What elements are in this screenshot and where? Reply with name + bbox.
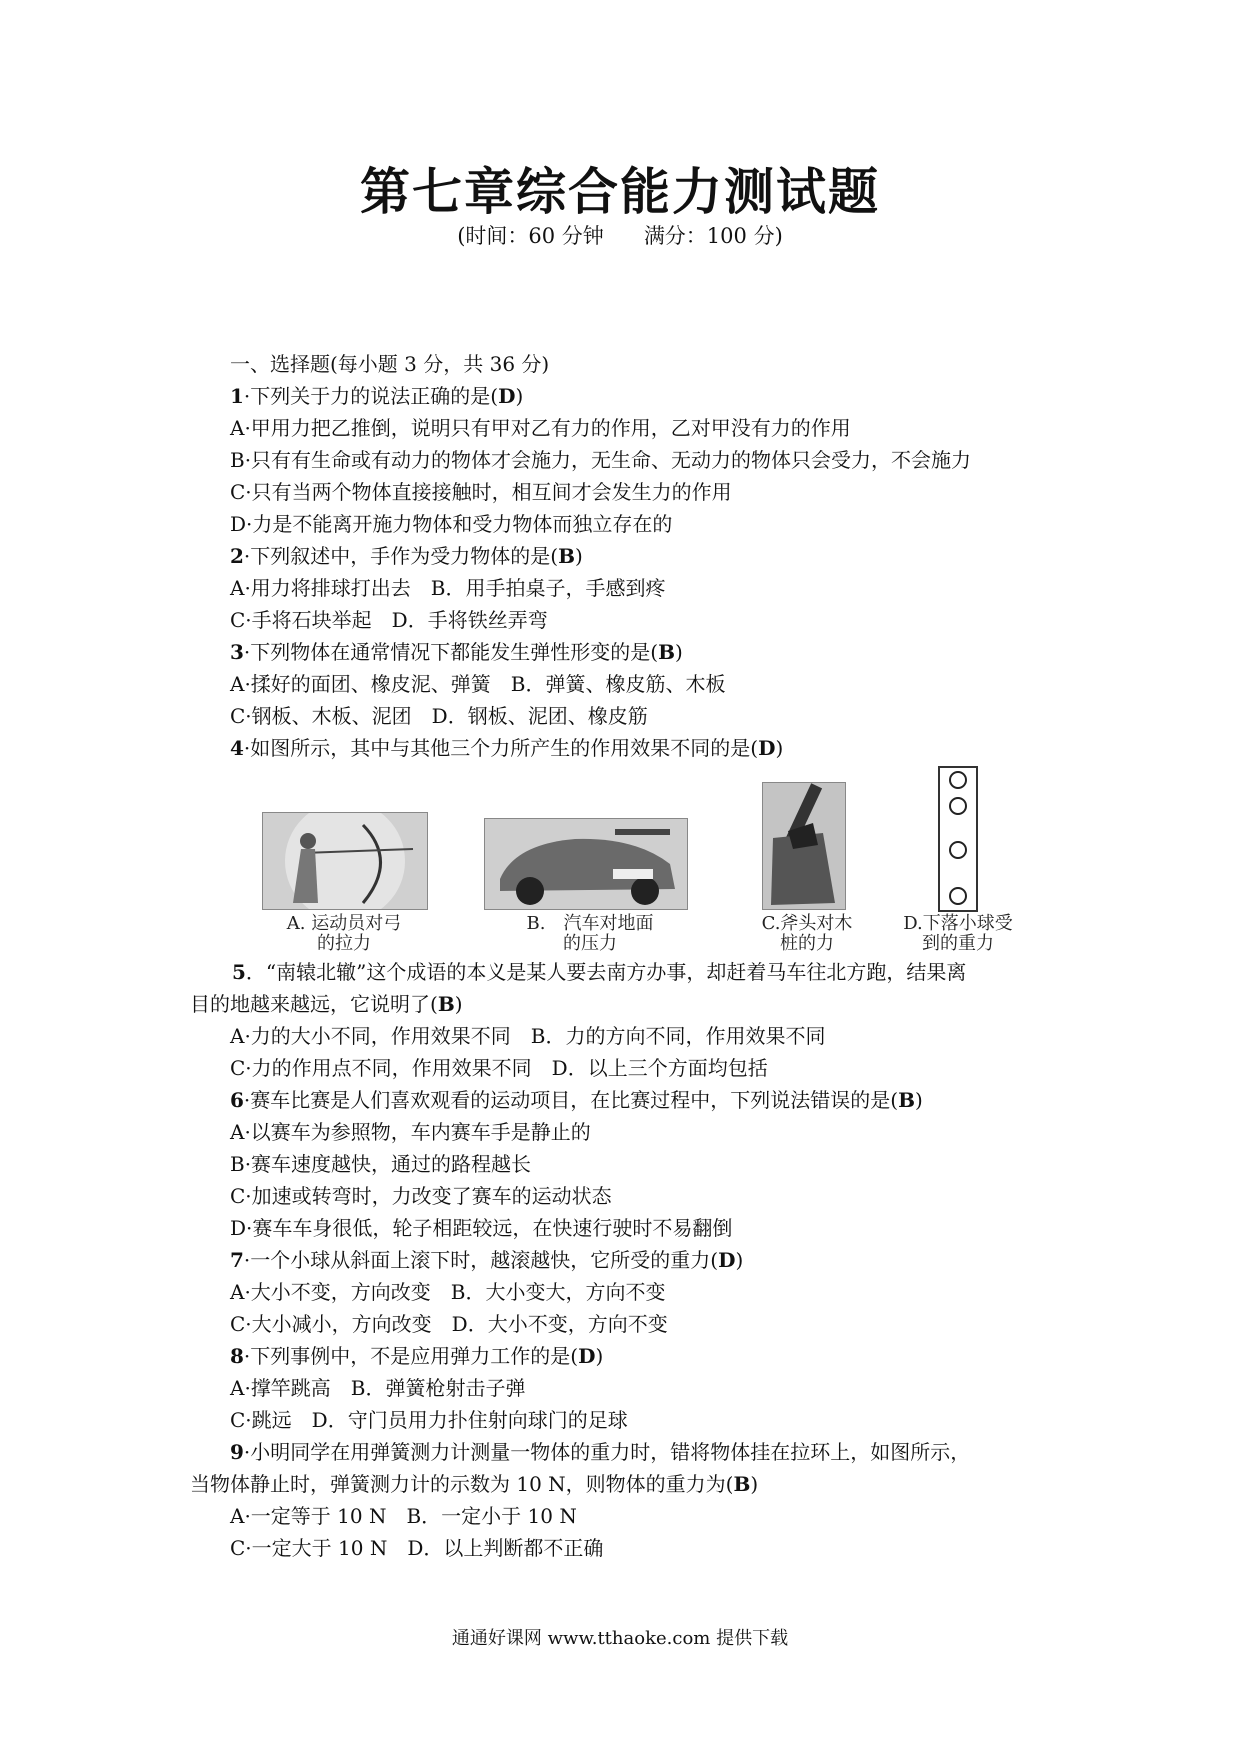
close-paren: ) [735, 1248, 744, 1272]
question-number: 9 [230, 1440, 244, 1464]
question-9-cont [190, 1470, 758, 1498]
caption-line: B. 汽车对地面 [526, 913, 654, 934]
option: C·力的作用点不同，作用效果不同 D．以上三个方面均包括 [230, 1056, 768, 1080]
option: A·揉好的面团、橡皮泥、弹簧 B．弹簧、橡皮筋、木板 [230, 672, 726, 696]
question-text: ·下列叙述中，手作为受力物体的是( [243, 544, 559, 568]
figure-car [484, 818, 688, 910]
option: C·加速或转弯时，力改变了赛车的运动状态 [230, 1184, 612, 1208]
option: C·大小减小，方向改变 D．大小不变，方向不变 [230, 1312, 668, 1336]
caption-line: C.斧头对木 [761, 913, 853, 934]
option: B·只有有生命或有动力的物体才会施力，无生命、无动力的物体只会受力，不会施力 [230, 448, 972, 472]
answer: D [578, 1344, 596, 1368]
car-illustration [485, 819, 687, 909]
answer: D [758, 736, 776, 760]
question-5 [232, 958, 966, 986]
caption-line: D.下落小球受 [903, 913, 1013, 934]
question-text: ·小明同学在用弹簧测力计测量一物体的重力时，错将物体挂在拉环上，如图所示， [243, 1440, 971, 1464]
close-paren: ) [575, 544, 583, 568]
question-text: ·赛车比赛是人们喜欢观看的运动项目，在比赛过程中，下列说法错误的是( [243, 1088, 899, 1112]
option: D·赛车车身很低，轮子相距较远，在快速行驶时不易翻倒 [230, 1216, 733, 1240]
page-title: 第七章综合能力测试题 [360, 162, 880, 221]
question-6 [230, 1086, 923, 1114]
exam-time: (时间：60 分钟 [457, 224, 604, 248]
figure-caption [752, 914, 862, 954]
question-9 [230, 1438, 970, 1466]
option: A·甲用力把乙推倒，说明只有甲对乙有力的作用，乙对甲没有力的作用 [230, 416, 851, 440]
option: A·以赛车为参照物，车内赛车手是静止的 [230, 1120, 591, 1144]
question-number: 1 [230, 384, 244, 408]
option: A·大小不变，方向改变 B．大小变大，方向不变 [230, 1280, 666, 1304]
question-4 [230, 734, 783, 762]
exam-score: 满分：100 分) [643, 224, 783, 248]
page-subtitle [0, 220, 1240, 250]
question-1 [230, 382, 523, 410]
question-text: ·下列事例中，不是应用弹力工作的是( [243, 1344, 579, 1368]
caption-line: A. 运动员对弓 [286, 913, 402, 934]
close-paren: ) [454, 992, 463, 1016]
option: B·赛车速度越快，通过的路程越长 [230, 1152, 532, 1176]
question-text: ·下列物体在通常情况下都能发生弹性形变的是( [243, 640, 659, 664]
question-2 [230, 542, 583, 570]
question-number: 7 [230, 1248, 244, 1272]
option: C·一定大于 10 N D．以上判断都不正确 [230, 1536, 604, 1560]
option: C·钢板、木板、泥团 D．钢板、泥团、橡皮筋 [230, 704, 648, 728]
figure-caption [262, 914, 426, 954]
answer: B [437, 992, 455, 1016]
option: A·用力将排球打出去 B．用手拍桌子，手感到疼 [230, 576, 666, 600]
answer: B [898, 1088, 915, 1112]
caption-line: 到的重力 [922, 933, 994, 954]
question-number: 3 [230, 640, 244, 664]
section-heading: 一、选择题(每小题 3 分，共 36 分) [230, 352, 550, 376]
figure-archer [262, 812, 428, 910]
question-3 [230, 638, 683, 666]
close-paren: ) [595, 1344, 604, 1368]
answer: D [718, 1248, 736, 1272]
question-number: 6 [230, 1088, 244, 1112]
archer-illustration [263, 813, 427, 909]
answer: B [658, 640, 675, 664]
caption-line: 桩的力 [780, 933, 834, 954]
question-text: 当物体静止时，弹簧测力计的示数为 10 N，则物体的重力为( [190, 1472, 734, 1496]
close-paren: ) [675, 640, 683, 664]
falling-ball-illustration [940, 768, 976, 910]
question-text: ．“南辕北辙”这个成语的本义是某人要去南方办事，却赶着马车往北方跑，结果离 [245, 960, 967, 984]
caption-line: 的压力 [563, 933, 617, 954]
question-5-cont [190, 990, 463, 1018]
figure-caption [500, 914, 680, 954]
close-paren: ) [775, 736, 784, 760]
figure-caption [888, 914, 1028, 954]
question-text: ·一个小球从斜面上滚下时，越滚越快，它所受的重力( [243, 1248, 719, 1272]
option: C·只有当两个物体直接接触时，相互间才会发生力的作用 [230, 480, 732, 504]
option: A·撑竿跳高 B．弹簧枪射击子弹 [230, 1376, 526, 1400]
question-number: 4 [230, 736, 244, 760]
question-number: 5 [232, 960, 246, 984]
close-paren: ) [750, 1472, 759, 1496]
close-paren: ) [515, 384, 524, 408]
answer: B [733, 1472, 751, 1496]
close-paren: ) [915, 1088, 923, 1112]
question-text: ·如图所示，其中与其他三个力所产生的作用效果不同的是( [243, 736, 759, 760]
option: A·力的大小不同，作用效果不同 B．力的方向不同，作用效果不同 [230, 1024, 826, 1048]
option: C·手将石块举起 D．手将铁丝弄弯 [230, 608, 548, 632]
answer: B [558, 544, 575, 568]
answer: D [498, 384, 516, 408]
option: A·一定等于 10 N B．一定小于 10 N [230, 1504, 577, 1528]
question-number: 8 [230, 1344, 244, 1368]
axe-illustration [763, 783, 845, 909]
caption-line: 的拉力 [317, 933, 371, 954]
figure-axe [762, 782, 846, 910]
figure-falling-ball [938, 766, 978, 912]
question-number: 2 [230, 544, 244, 568]
page-footer: 通通好课网 www.tthaoke.com 提供下载 [451, 1628, 789, 1649]
question-8 [230, 1342, 603, 1370]
option: D·力是不能离开施力物体和受力物体而独立存在的 [230, 512, 673, 536]
question-text: ·下列关于力的说法正确的是( [243, 384, 499, 408]
question-7 [230, 1246, 743, 1274]
option: C·跳远 D．守门员用力扑住射向球门的足球 [230, 1408, 628, 1432]
question-text: 目的地越来越远，它说明了( [190, 992, 438, 1016]
